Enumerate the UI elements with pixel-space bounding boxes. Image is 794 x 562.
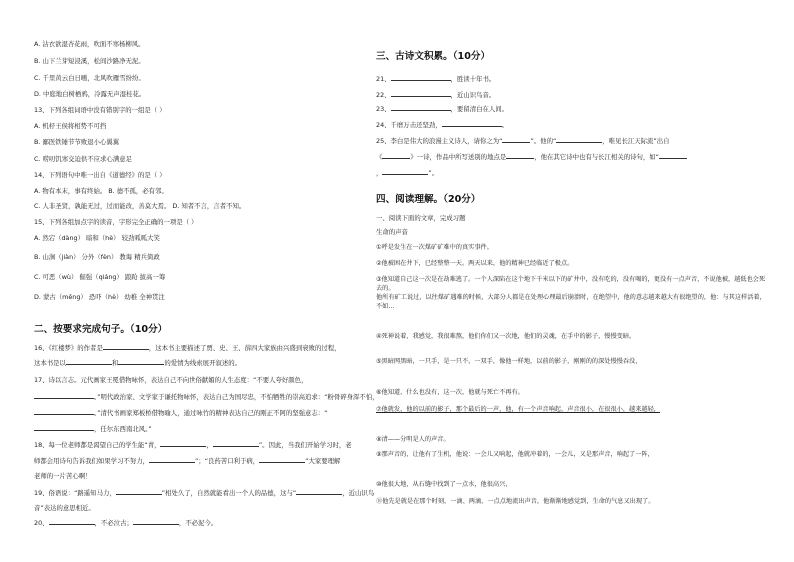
question-option: C. 可恶（wù） 倔强（qiáng） 踉跄 拔高一筹 — [34, 273, 166, 281]
section-title: 二、按要求完成句子。（10分） — [34, 324, 168, 335]
question-option: C. 唠叨饥寒交迫供不应求心满意足 — [34, 155, 132, 163]
question-option: B. 鄙医铁锤节节败退小心翼翼 — [34, 138, 120, 146]
reading-title: 生命的声音 — [376, 228, 408, 236]
reading-intro: 一、阅读下面的文章，完成习题 — [376, 214, 466, 222]
reading-paragraph: ⑧清——分明是人的声音。 — [376, 436, 450, 443]
question-stem: 13、下列各组词语中没有错别字的一组是（ ） — [34, 106, 166, 114]
question-option: B. 山下兰芽短浸溪，松间沙路净无泥。 — [34, 57, 145, 65]
question-19-cont: 音”表达的意思相近。 — [34, 504, 95, 512]
reading-paragraph: ⑥他知道，什么也没有，这一次，他就与死亡不再有。 — [376, 389, 524, 396]
question-17-cont: 。”明代政治家、文学家于谦托物咏怀，表达自己为国尽忠，不怕牺牲的崇高追求：“粉骨碎身浑不怕， — [34, 392, 379, 402]
question-option: A. 沾衣欲湿杏花雨，吹面不寒杨柳风。 — [34, 40, 145, 48]
question-option: D. 中庭地白树栖鸦，冷露无声湿桂花。 — [34, 90, 146, 98]
reading-paragraph: ⑩他很大地，从石缝中找到了一点水，他很高兴， — [376, 481, 512, 488]
question-18: 18、每一位老师都是渴望自己的学生能“青， ， ”。因此，当我们开始学习时，老 — [34, 441, 352, 449]
question-17: 17、诗以言志。元代画家王冕借物咏怀，表达自己不向世俗献媚的人生态度：“不要人夸好颜色， — [34, 376, 308, 384]
question-25-cont: ， ”。 — [376, 169, 439, 177]
reading-paragraph: ①呼是发生在一次煤矿矿难中的真实事件。 — [376, 244, 493, 251]
question-25-cont: 《 》一诗，作品中所写送别的地点是 ，他在其它诗中也有与长江相关的诗句，如“ — [376, 152, 687, 162]
question-option: A. 然宕（dàng） 暗和（hè） 较劲呱呱大笑 — [34, 234, 160, 242]
question-16: 16、《红楼梦》的作者是 ，这本书主要描述了贾、史、王、薛四大家族由兴盛到衰败的过程， — [34, 344, 341, 352]
section-title: 四、阅读理解。（20分） — [376, 194, 481, 205]
question-stem: 15、下列各组加点字的读音，字形完全正确的一项是（ ） — [34, 218, 198, 226]
question-24: 24、千磨万击还坚劲， 。 — [376, 121, 509, 129]
question-17-cont: ，任尔东西南北风。” — [34, 424, 152, 434]
question-16-cont: 这本书是以 和 的爱情为线索展开叙述的。 — [34, 359, 242, 367]
question-option: A. 机杼王侯将相势不可挡 — [34, 122, 107, 130]
question-option: A. 物有本末，事有终始。 B. 德不孤，必有邻。 — [34, 187, 168, 195]
question-23: 23、 ，要留清白在人间。 — [376, 105, 509, 113]
question-19: 19、俗语说：“路遥知马力， ”相处久了，自然就能看出一个人的品德，这与“ ，近山识鸟 — [34, 489, 375, 497]
question-option: C. 千里黄云白日曛，北风吹雁雪纷纷。 — [34, 74, 145, 82]
question-option: B. 山涧（jiàn） 分外（fèn） 教诲 精兵简政 — [34, 253, 160, 261]
reading-paragraph: ②他被困在井下，已经整整一天。两天以来，他的精神已经临近了极点。 — [376, 260, 574, 267]
reading-paragraph: ⑦他就发，他的以前的影子，那个最后的一声，他，有一个声音响起，声音很小，在很很小，越来越轻， — [376, 406, 660, 413]
section-title: 三、古诗文积累。（10分） — [376, 51, 491, 62]
question-20: 20、 ，不必泣古； ，不必泥今。 — [34, 519, 218, 527]
question-18-cont: 师都会用诗句告诉我们如果学习不努力， ”；“良药苦口利于病， ”大家要理解 — [34, 457, 341, 465]
question-21: 21、 ，胜读十年书。 — [376, 75, 496, 83]
question-25: 25、李白是伟大的浪漫主义诗人，请你之为“ ”。他的“ ，唯见长江天际流”出自 — [376, 137, 670, 145]
question-18-cont: 老师的一片苦心啊！ — [34, 472, 92, 480]
question-option: D. 蒙古（měng） 恐吓（hè） 幼稚 全神贯注 — [34, 293, 165, 301]
question-22: 22、 ，近山识鸟音。 — [376, 91, 496, 99]
reading-paragraph: ⑨那声音的，让他有了生机，他说：一会儿又响起，他就冲着的，一会儿，又是那声音，响起了一阵， — [376, 451, 654, 458]
reading-paragraph: ④死神说着，我感觉，我很难熬，他们你们又一次地，他们的灵魂，在手中的影子，慢慢变暗。 — [376, 333, 636, 340]
reading-paragraph: ③他知道自己这一次是在劫难逃了。一个人深陷在这个地下千米以下的矿井中，没有吃的，没有喝的，更没有一点声音，不说他被，越低也会死去的。 — [376, 276, 766, 292]
question-17-cont: 。”清代书画家郑板桥借物喻人，通过咏竹的精神表达自己的刚正不阿的坚强意志：“ — [34, 408, 327, 418]
reading-paragraph: ⑤黑暗网黑暗，一只手，是一只不，一双手，像他一样地，以前的影子，刚刚的的深处慢慢吞没， — [376, 358, 642, 365]
reading-paragraph: 他所有矿工说过，以往煤矿遇难的时候，大部分人都是在处理心理最后崩溃时，在绝望中，他的意志越来越大有很绝望的，他：与其这样活着，不如… — [376, 294, 766, 310]
question-option: C. 人非圣贤，孰能无过，过而能改，善莫大焉。 D. 知者不言，言者不知。 — [34, 202, 246, 210]
reading-paragraph: ⑪他先是就是在那个时刻，一滴、两滴，一点点地流出声音，他渐渐地感觉到，生命的气息又出现了。 — [376, 498, 655, 505]
question-stem: 14、下列语句中唯一出自《道德经》的是（ ） — [34, 171, 166, 179]
